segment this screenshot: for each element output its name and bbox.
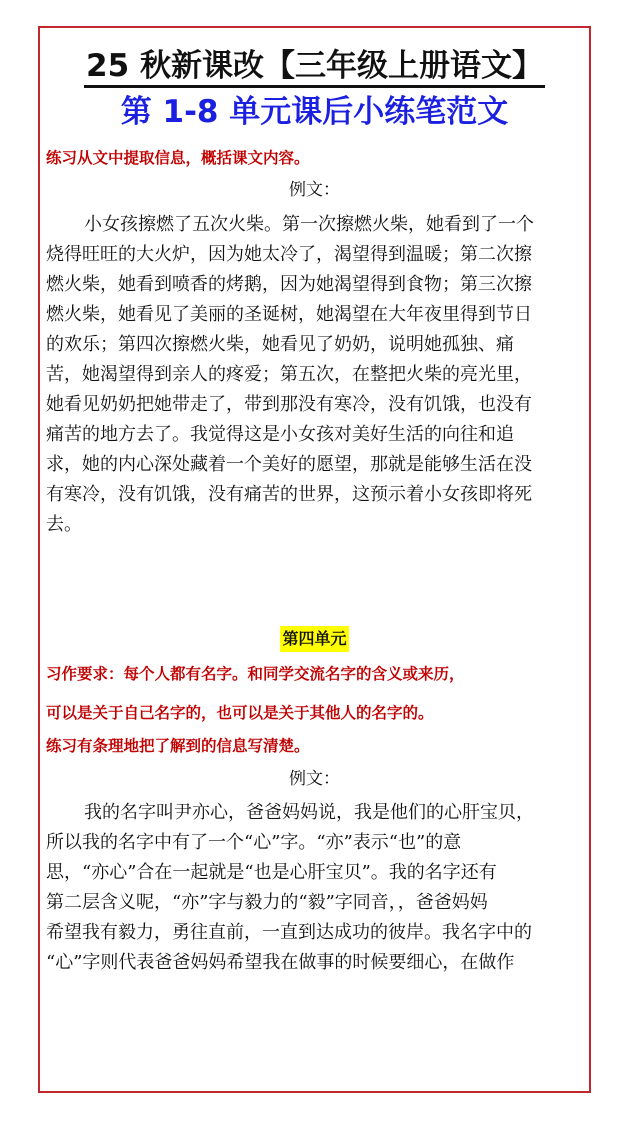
section1-example-text xyxy=(46,210,586,540)
section2-example-text xyxy=(46,798,586,978)
text-line: 我的名字叫尹亦心，爸爸妈妈说，我是他们的心肝宝贝， xyxy=(84,802,534,823)
text-line: 痛苦的地方去了。我觉得这是小女孩对美好生活的向往和追 xyxy=(46,424,514,445)
text-line: “心”字则代表爸爸妈妈希望我在做事的时候要细心，在做作 xyxy=(46,952,515,973)
section1-requirement: 练习从文中提取信息，概括课文内容。 xyxy=(46,149,310,167)
unit-heading: 第四单元 xyxy=(280,626,348,652)
section2-example-label: 例文： xyxy=(289,769,340,789)
section1-example-label: 例文： xyxy=(289,180,340,200)
text-line: 燃火柴，她看见了美丽的圣诞树，她渴望在大年夜里得到节日 xyxy=(46,304,532,325)
text-line: 所以我的名字中有了一个“心”字。“亦”表示“也”的意 xyxy=(46,832,462,853)
text-line: 希望我有毅力，勇往直前，一直到达成功的彼岸。我名字中的 xyxy=(46,922,532,943)
document-title xyxy=(38,46,591,86)
section2-requirement-line: 习作要求：每个人都有名字。和同学交流名字的含义或来历， xyxy=(46,665,465,683)
text-line: 燃火柴，她看到喷香的烤鹅，因为她渴望得到食物；第三次擦 xyxy=(46,274,532,295)
text-line: 第二层含义呢，“亦”字与毅力的“毅”字同音，，爸爸妈妈 xyxy=(46,892,488,913)
text-line: 思，“亦心”合在一起就是“也是心肝宝贝”。我的名字还有 xyxy=(46,862,497,883)
text-line: 求，她的内心深处藏着一个美好的愿望，那就是能够生活在没 xyxy=(46,454,532,475)
text-line: 有寒冷，没有饥饿，没有痛苦的世界，这预示着小女孩即将死 xyxy=(46,484,532,505)
unit-heading-container xyxy=(38,626,591,652)
text-line: 去。 xyxy=(46,514,82,535)
text-line: 小女孩擦燃了五次火柴。第一次擦燃火柴，她看到了一个 xyxy=(84,214,534,235)
section2-requirement-line: 练习有条理地把了解到的信息写清楚。 xyxy=(46,737,310,755)
text-line: 烧得旺旺的大火炉，因为她太冷了，渴望得到温暖；第二次擦 xyxy=(46,244,532,265)
text-line: 苦，她渴望得到亲人的疼爱；第五次，在整把火柴的亮光里， xyxy=(46,364,532,385)
text-line: 她看见奶奶把她带走了，带到那没有寒冷，没有饥饿，也没有 xyxy=(46,394,532,415)
document-title-text: 25 秋新课改【三年级上册语文】 xyxy=(84,48,545,88)
section2-requirement-line: 可以是关于自己名字的，也可以是关于其他人的名字的。 xyxy=(46,704,434,722)
document-subtitle: 第 1-8 单元课后小练笔范文 xyxy=(120,94,509,130)
text-line: 的欢乐；第四次擦燃火柴，她看见了奶奶，说明她孤独、痛 xyxy=(46,334,514,355)
